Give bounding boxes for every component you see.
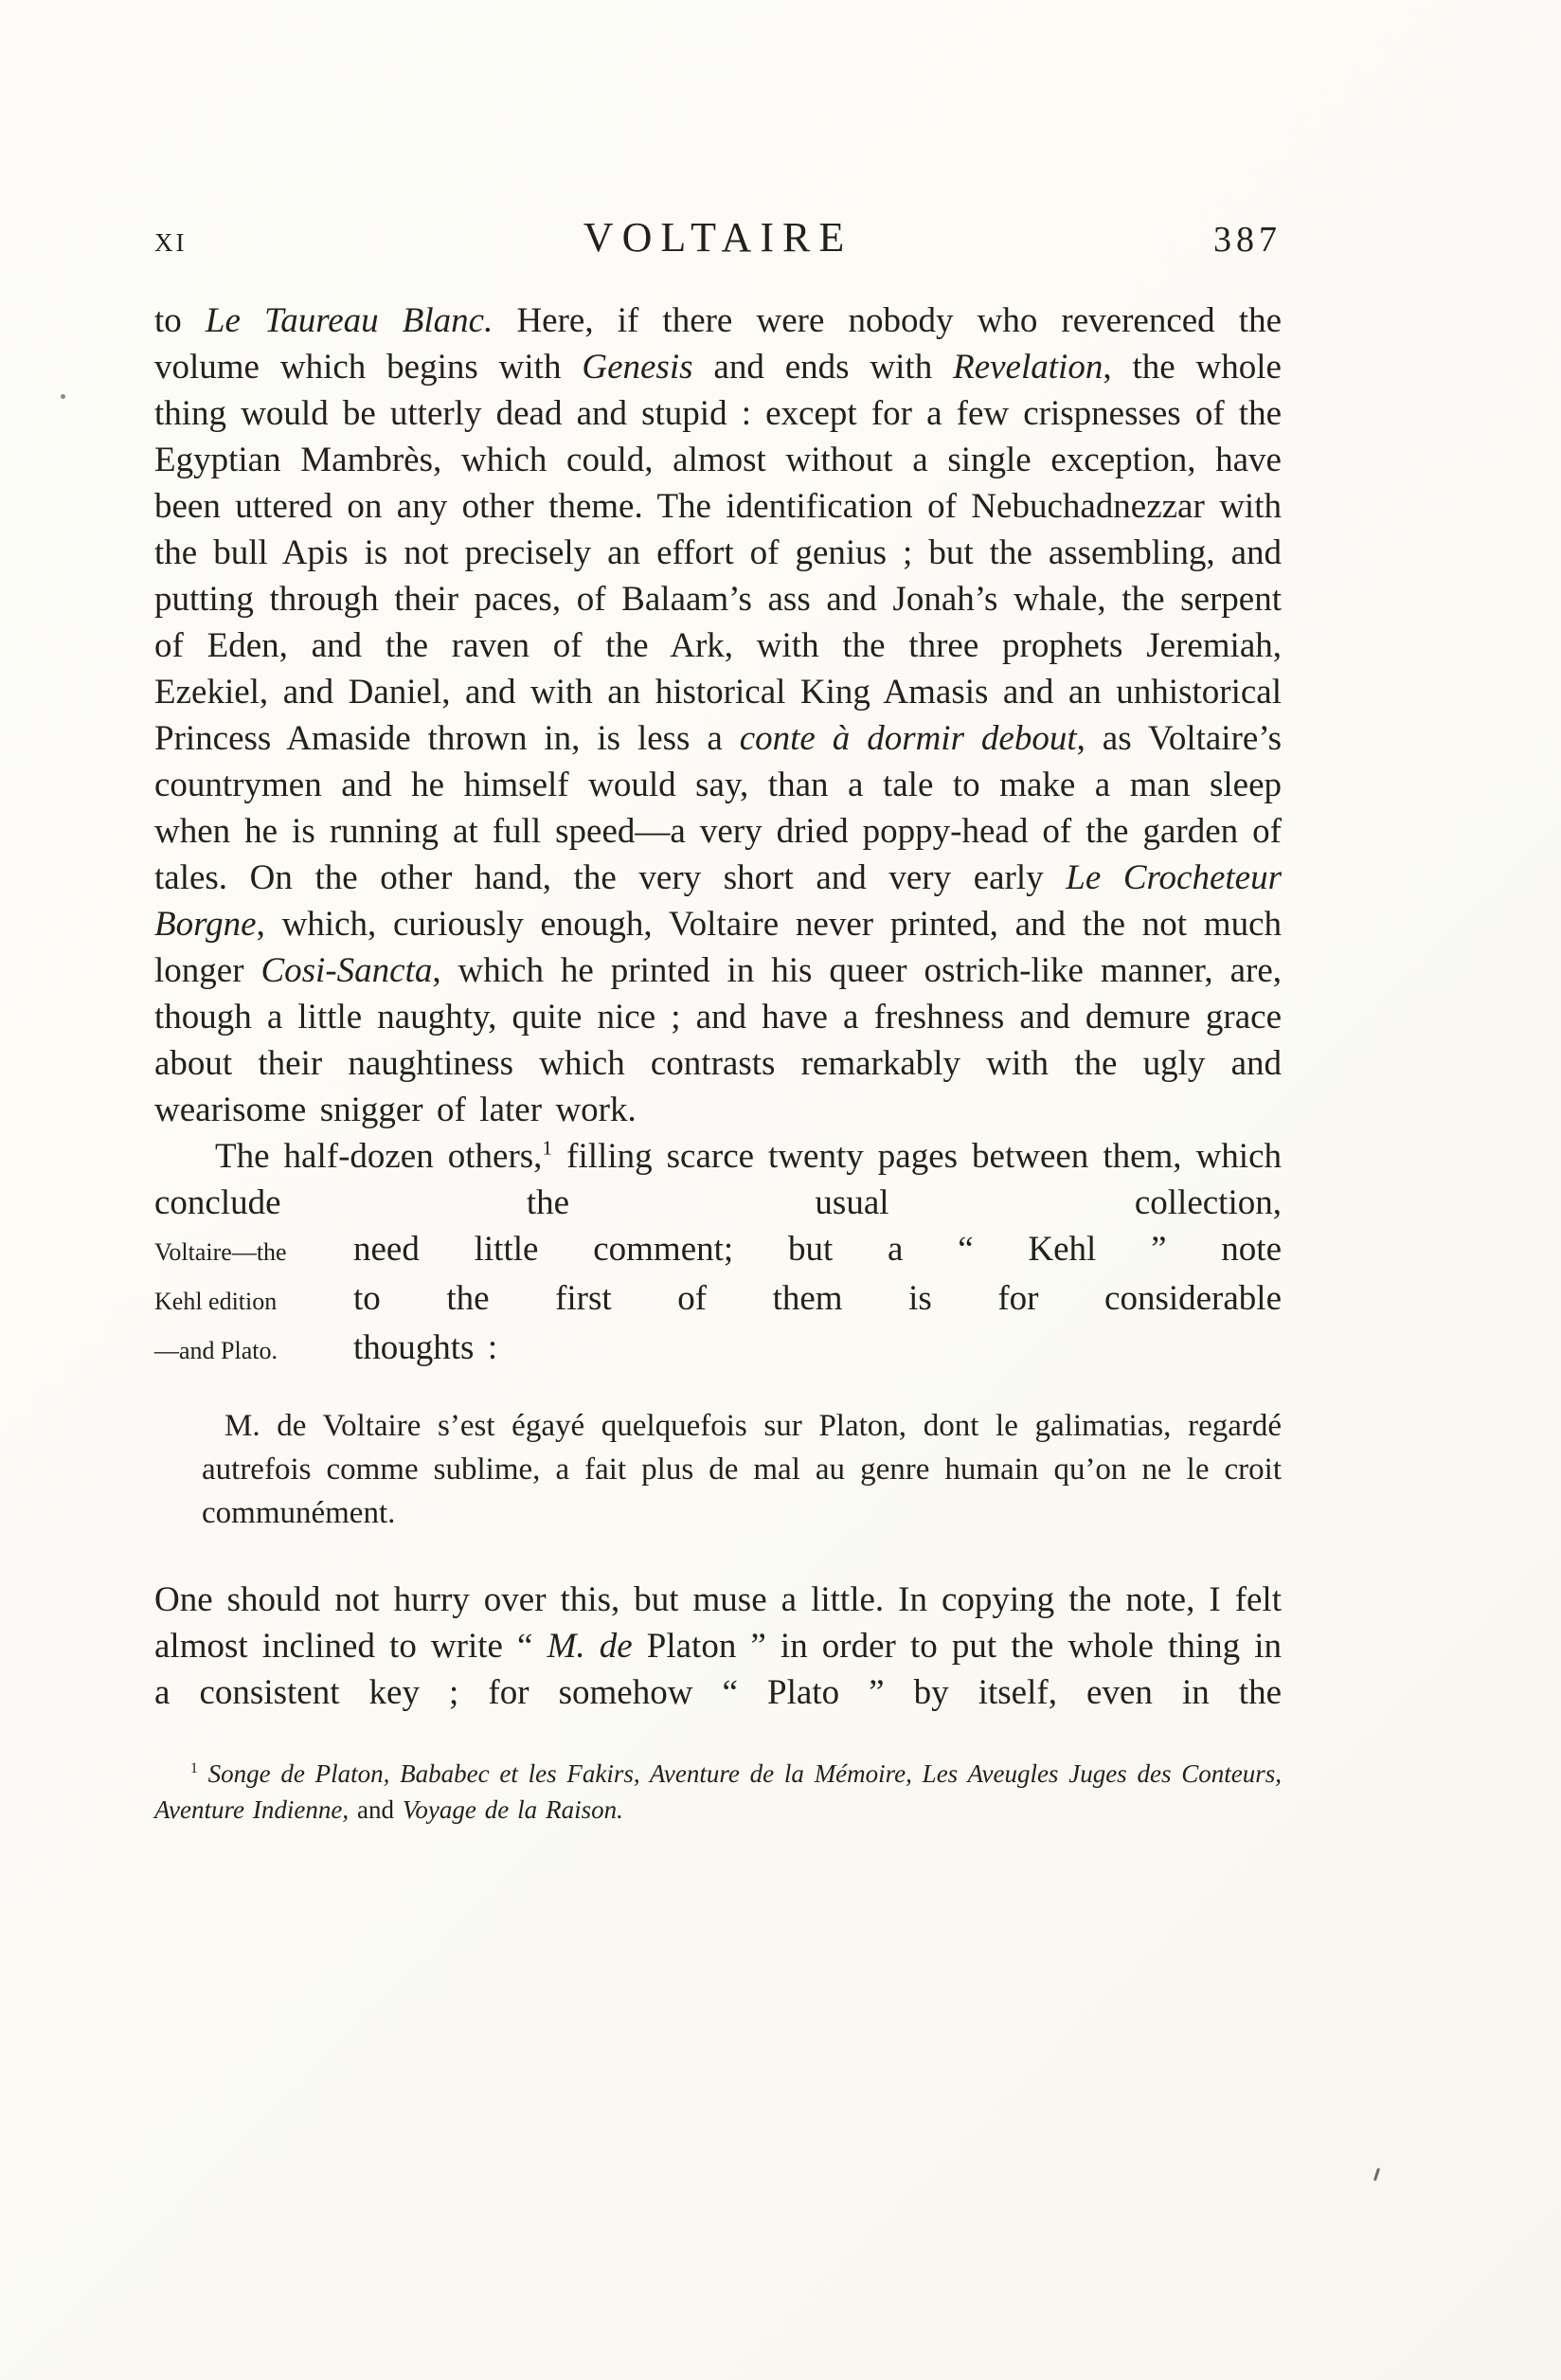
page-header <box>154 213 1282 261</box>
page-number: 387 <box>1213 220 1282 260</box>
french-quote-block: M. de Voltaire s’est égayé quelquefois sur Platon, dont le galimatias, regardé autrefois comme sublime, a fait plus de mal au genre humain qu’on ne le croit communément. <box>202 1409 1282 1530</box>
paragraph-main: to Le Taureau Blanc. Here, if there were nobody who reverenced the volume which begins with Genesis and ends with Revelation, the whole thing would be utterly dead and stupid : except for a few crispnesses of the Egyptian Mambrès, which could, almost without a single exception, have been uttered on any other theme. The identification of Nebuchadnezzar with the bull Apis is not precisely an effort of genius ; but the assembling, and putting through their paces, of Balaam’s ass and Jonah’s whale, the serpent of Eden, and the raven of the Ark, with the three prophets Jeremiah, Ezekiel, and Daniel, and with an historical King Amasis and an unhistorical Princess Amaside thrown in, is less a conte à dormir debout, as Voltaire’s countrymen and he himself would say, than a tale to make a man sleep when he is running at full speed—a very dried poppy-head of the garden of tales. On the other hand, the very short and very early Le Crocheteur Borgne, which, curiously enough, Voltaire never printed, and the not much longer Cosi-Sancta, which he printed in his queer ostrich-like manner, are, though a little naughty, quite nice ; and have a freshness and demure grace about their naughtiness which contrasts remarkably with the ugly and wearisome snigger of later work. <box>154 301 1283 1129</box>
sidenote-row <box>154 1275 1282 1325</box>
scan-artifact <box>1373 2168 1380 2181</box>
footnote: $^1$ Songe de Platon, Bababec et les Fakirs, Aventure de la Mémoire, Les Aveugles Juges des Conteurs, Aventure Indienne, and Voyage de la Raison. <box>154 1759 1282 1824</box>
sidenote-row <box>154 1325 1282 1374</box>
chapter-number: XI <box>154 228 188 257</box>
sidenote-label: Voltaire—the <box>154 1238 287 1266</box>
sidenote-label: Kehl edition <box>154 1288 278 1315</box>
paragraph-commentary: One should not hurry over this, but muse a little. In copying the note, I felt almost inclined to write “ M. de Platon ” in order to put the whole thing in a consistent key ; for somehow “ Plato ” by itself, even in the <box>154 1580 1282 1712</box>
paragraph-half-dozen: The half-dozen others,$^1$ filling scarce twenty pages between them, which conclude the usual collection, <box>154 1136 1282 1222</box>
sidenote-body-line: need little comment; but a “ Kehl ” note <box>353 1230 1282 1269</box>
sidenote-body-line: thoughts : <box>353 1328 498 1367</box>
scan-artifact <box>61 394 65 399</box>
sidenote-block <box>154 1226 1282 1374</box>
sidenote-body-line: to the first of them is for considerable <box>353 1279 1282 1318</box>
sidenote-label: —and Plato. <box>154 1337 278 1364</box>
running-title: VOLTAIRE <box>583 214 853 261</box>
text-block <box>154 298 1282 1828</box>
sidenote-row <box>154 1226 1282 1275</box>
